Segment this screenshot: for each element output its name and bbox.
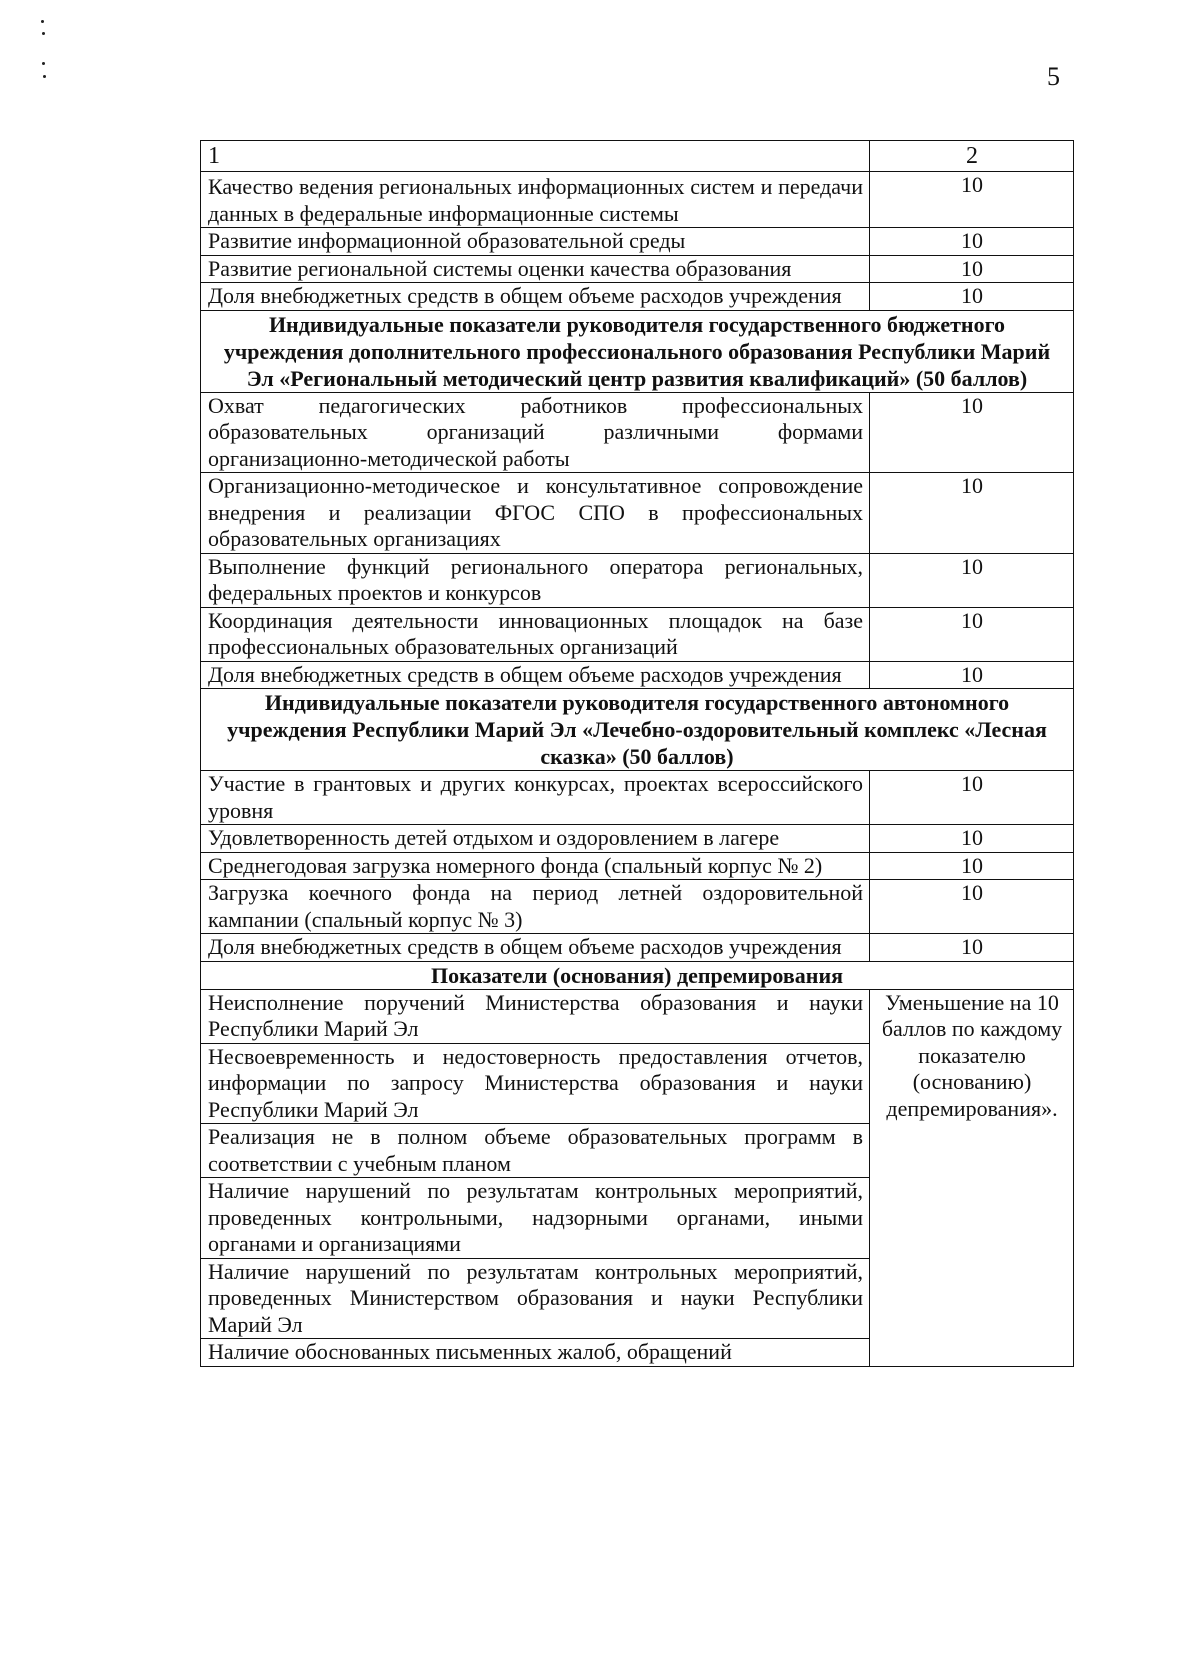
- penalty-result-cell: Уменьшение на 10 баллов по каждому показателю (основанию) депремирования».: [870, 989, 1074, 1366]
- score-cell: 10: [870, 607, 1074, 661]
- table-row: [201, 283, 1074, 311]
- score-cell: 10: [870, 283, 1074, 311]
- table-row: [201, 172, 1074, 228]
- score-cell: 10: [870, 880, 1074, 934]
- indicator-cell: Качество ведения региональных информационных систем и передачи данных в федеральные информационные системы: [201, 172, 870, 228]
- section-heading-row: [201, 689, 1074, 771]
- penalty-indicator-cell: Несвоевременность и недостоверность предоставления отчетов, информации по запросу Министерства образования и науки Республики Марий Эл: [201, 1043, 870, 1124]
- table-row: [201, 392, 1074, 473]
- indicator-cell: Охват педагогических работников профессиональных образовательных организаций различными формами организационно-методической работы: [201, 392, 870, 473]
- score-cell: 10: [870, 553, 1074, 607]
- score-cell: 10: [870, 172, 1074, 228]
- score-cell: 10: [870, 852, 1074, 880]
- table-row: [201, 934, 1074, 962]
- indicator-cell: Развитие региональной системы оценки качества образования: [201, 255, 870, 283]
- indicator-cell: Доля внебюджетных средств в общем объеме расходов учреждения: [201, 661, 870, 689]
- penalty-indicator-cell: Наличие обоснованных письменных жалоб, обращений: [201, 1339, 870, 1367]
- column-header-1: 1: [201, 141, 870, 172]
- section-heading-row: [201, 310, 1074, 392]
- section-title: Показатели (основания) депремирования: [201, 961, 1074, 989]
- score-cell: 10: [870, 473, 1074, 554]
- indicator-cell: Выполнение функций регионального оператора региональных, федеральных проектов и конкурсов: [201, 553, 870, 607]
- table-row: [201, 771, 1074, 825]
- table-row: [201, 880, 1074, 934]
- section-heading-row: [201, 961, 1074, 989]
- score-cell: 10: [870, 392, 1074, 473]
- table-row: [201, 255, 1074, 283]
- indicator-cell: Развитие информационной образовательной среды: [201, 228, 870, 256]
- table-header-row: [201, 141, 1074, 172]
- score-cell: 10: [870, 255, 1074, 283]
- score-cell: 10: [870, 228, 1074, 256]
- table-row: [201, 989, 1074, 1043]
- indicator-cell: Удовлетворенность детей отдыхом и оздоровлением в лагере: [201, 825, 870, 853]
- indicator-cell: Организационно-методическое и консультативное сопровождение внедрения и реализации ФГОС СПО в профессиональных образовательных организациях: [201, 473, 870, 554]
- table-row: [201, 852, 1074, 880]
- table-row: [201, 553, 1074, 607]
- penalty-indicator-cell: Реализация не в полном объеме образовательных программ в соответствии с учебным планом: [201, 1124, 870, 1178]
- indicator-cell: Участие в грантовых и других конкурсах, проектах всероссийского уровня: [201, 771, 870, 825]
- score-cell: 10: [870, 934, 1074, 962]
- table-row: [201, 607, 1074, 661]
- indicator-cell: Доля внебюджетных средств в общем объеме расходов учреждения: [201, 934, 870, 962]
- page-number: 5: [1047, 62, 1060, 91]
- score-cell: 10: [870, 825, 1074, 853]
- table-row: [201, 825, 1074, 853]
- score-cell: 10: [870, 661, 1074, 689]
- indicators-table: [200, 140, 1074, 1367]
- indicator-cell: Загрузка коечного фонда на период летней оздоровительной кампании (спальный корпус № 3): [201, 880, 870, 934]
- section-title: Индивидуальные показатели руководителя государственного автономного учреждения Республики Марий Эл «Лечебно-оздоровительный комплекс «Лесная сказка» (50 баллов): [201, 689, 1074, 771]
- table-row: [201, 473, 1074, 554]
- penalty-indicator-cell: Наличие нарушений по результатам контрольных мероприятий, проведенных Министерством образования и науки Республики Марий Эл: [201, 1258, 870, 1339]
- column-header-2: 2: [870, 141, 1074, 172]
- indicator-cell: Доля внебюджетных средств в общем объеме расходов учреждения: [201, 283, 870, 311]
- section-title: Индивидуальные показатели руководителя государственного бюджетного учреждения дополнительного профессионального образования Республики Марий Эл «Региональный методический центр развития квалификаций» (50 баллов): [201, 310, 1074, 392]
- indicator-cell: Координация деятельности инновационных площадок на базе профессиональных образовательных организаций: [201, 607, 870, 661]
- scan-marks: [38, 20, 48, 90]
- score-cell: 10: [870, 771, 1074, 825]
- penalty-indicator-cell: Наличие нарушений по результатам контрольных мероприятий, проведенных контрольными, надзорными органами, иными органами и организациями: [201, 1178, 870, 1259]
- penalty-indicator-cell: Неисполнение поручений Министерства образования и науки Республики Марий Эл: [201, 989, 870, 1043]
- table-row: [201, 228, 1074, 256]
- indicator-cell: Среднегодовая загрузка номерного фонда (спальный корпус № 2): [201, 852, 870, 880]
- table-row: [201, 661, 1074, 689]
